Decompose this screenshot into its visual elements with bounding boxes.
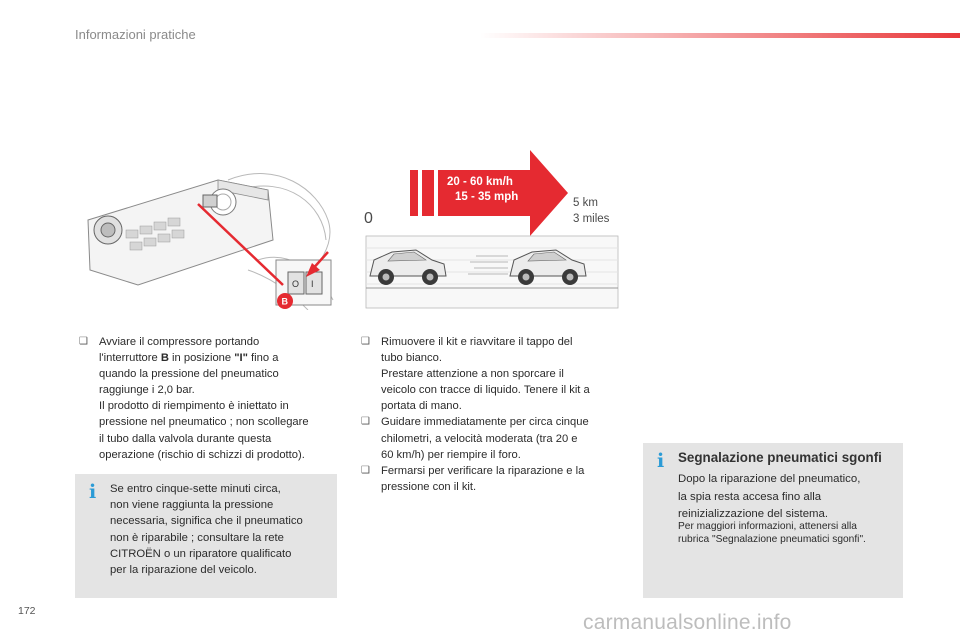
instruction-step: ❑ Rimuovere il kit e riavvitare il tappo del tubo bianco. Prestare attenzione a non sporcare il veicolo con tracce di liquido. Tenere il kit a portata di mano.: [361, 336, 590, 413]
step-text: il tubo dalla valvola durante questa: [99, 432, 272, 445]
info-box-tyre-warning: [643, 443, 903, 598]
step-text: in posizione: [168, 352, 235, 365]
section-title: Informazioni pratiche: [75, 27, 196, 42]
info-box-text: Se entro cinque-sette minuti circa, non viene raggiunta la pressione necessaria, significa che il pneumatico non è riparabile ; consultare la rete CITROËN o un riparatore qualificato per la riparazione del veicolo.: [110, 483, 303, 577]
switch-label-on: I: [311, 279, 314, 289]
info-box-pressure: [75, 474, 337, 598]
start-distance-label: 0: [364, 210, 373, 227]
info-icon: i: [89, 481, 97, 503]
info-icon: i: [657, 450, 665, 472]
switch-label-off: O: [292, 279, 300, 289]
speed-kmh-label: 20 - 60 km/h: [447, 176, 513, 188]
instruction-column-1: [75, 334, 337, 463]
step-text: Avviare il compressore portando: [99, 336, 260, 348]
bullet-icon: ❑: [361, 336, 370, 347]
page-number: 172: [18, 605, 36, 617]
watermark: carmanualsonline.info: [583, 611, 792, 634]
step-text: l'interruttore: [99, 352, 161, 365]
step-text: operazione (rischio di schizzi di prodotto).: [99, 448, 305, 461]
step-text: Il prodotto di riempimento è iniettato in: [99, 400, 289, 413]
step-text: pressione nel pneumatico ; non scollegare: [99, 416, 309, 429]
instruction-step: [75, 334, 337, 463]
bullet-icon: ❑: [79, 336, 88, 347]
bullet-icon: ❑: [361, 416, 370, 428]
position-i-reference: "I": [234, 352, 248, 365]
step-text: fino a: [247, 352, 279, 365]
info-box-title: Segnalazione pneumatici sgonfi: [678, 450, 882, 465]
drive-speed-illustration: [358, 148, 620, 310]
distance-km-label: 5 km: [573, 197, 598, 209]
instruction-step: ❑ Fermarsi per verificare la riparazione e la pressione con il kit.: [361, 464, 585, 493]
speed-mph-label: 15 - 35 mph: [455, 191, 519, 203]
distance-miles-label: 3 miles: [573, 213, 610, 225]
instruction-step: ❑ Guidare immediatamente per circa cinque chilometri, a velocità moderata (tra 20 e 60 km/h) per riempire il foro.: [361, 416, 589, 461]
info-box-small-text: Per maggiori informazioni, attenersi alla rubrica "Segnalazione pneumatici sgonfi".: [678, 521, 866, 546]
bullet-icon: ❑: [361, 464, 370, 476]
switch-b-reference: B: [160, 352, 169, 365]
info-box-text: Dopo la riparazione del pneumatico, la spia resta accesa fino alla reinizializzazione del sistema.: [678, 473, 861, 520]
compressor-kit-illustration: [78, 160, 336, 310]
step-text: quando la pressione del pneumatico: [99, 368, 279, 381]
callout-b-label: B: [281, 296, 288, 307]
instruction-column-2: [357, 334, 622, 495]
step-text: raggiunge i 2,0 bar.: [99, 384, 195, 397]
header-accent-bar: [480, 33, 960, 38]
